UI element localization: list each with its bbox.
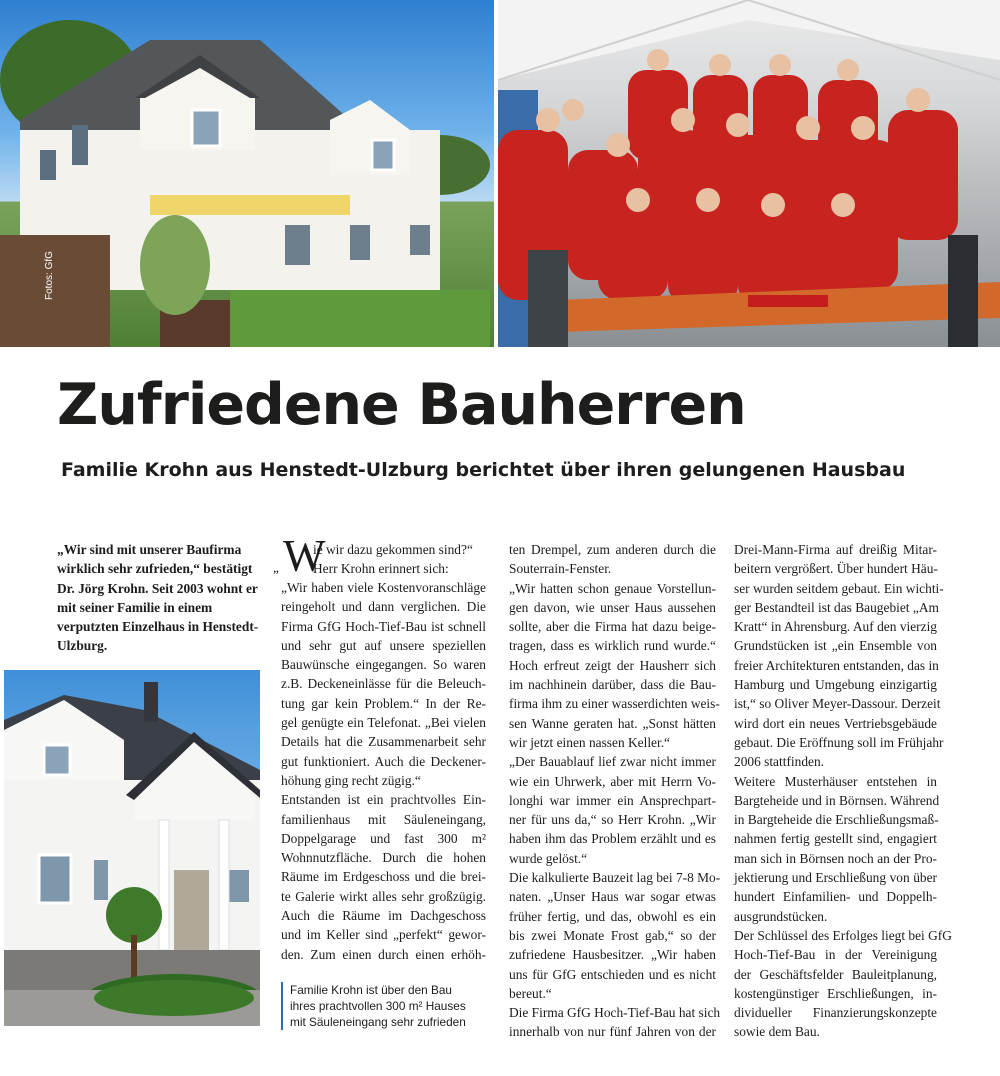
text-line: bis zwei Monate Frost gab,“ so der [509, 927, 716, 943]
text-line: wir jetzt einen nassen Keller.“ [509, 734, 670, 750]
text-line: ser wurden seitdem gebaut. Ein wichti- [734, 580, 944, 596]
text-line: Grundstücken ist „ein Ensemble von [734, 638, 937, 654]
article-column-3 [734, 540, 952, 1042]
house-photo [0, 0, 494, 347]
text-line: beitern vergrößert. Über hundert Häu- [734, 561, 938, 577]
text-line: naten. „Unser Haus war sogar etwas [509, 889, 716, 905]
text-line: der Geschäftsfelder Bauleitplanung, [734, 966, 937, 982]
text-line: innerhalb von nur fünf Jahren von der [509, 1024, 716, 1040]
text-line: Kratt“ in Ahrensburg. Auf den vierzig [734, 619, 937, 635]
drop-cap-line-2: Herr Krohn erinnert sich: [313, 561, 449, 576]
text-line: hundert Einfamilien- und Doppelh- [734, 889, 937, 905]
text-line: gel genügte ein Telefonat. „Bei vielen [281, 715, 486, 731]
text-line: Doppelgarage und fast 300 m² [281, 830, 486, 846]
text-line: jektierung und Erschließung von über [734, 870, 937, 886]
text-line: höhung ging recht zügig.“ [281, 772, 421, 788]
headline: Zufriedene Bauherren [57, 372, 746, 438]
text-line: Hoch-Tief-Bau in der Vereinigung [734, 947, 937, 963]
text-line: Weitere Musterhäuser entstehen in [734, 773, 937, 789]
text-line: wird dort ein neues Vertriebsgebäude [734, 715, 937, 731]
text-line: wurde gelöst.“ [509, 850, 588, 866]
article-column-2 [509, 540, 721, 1042]
text-line: Der Schlüssel des Erfolges liegt bei GfG [734, 927, 952, 943]
text-line: gut funktioniert. Auch die Deckener- [281, 753, 486, 769]
house-illustration [0, 0, 494, 347]
text-line: sowie dem Bau. [734, 1024, 820, 1040]
text-line: ner für uns da,“ so Herr Krohn. „Wir [509, 812, 716, 828]
team-photo [498, 0, 1000, 347]
text-line: uns für GfG entschieden und es nicht [509, 966, 716, 982]
text-line: Firma GfG Hoch-Tief-Bau ist schnell [281, 618, 486, 634]
drop-cap-line-1: ie wir dazu gekommen sind?“ [313, 542, 473, 557]
text-line: und im Keller sind „perfekt“ gewor- [281, 927, 486, 943]
text-line: 2006 stattfinden. [734, 754, 825, 770]
text-line: tragen, dass es wirklich rund wurde.“ [509, 638, 716, 654]
text-line: tung gar kein Problem.“ In der Re- [281, 695, 486, 711]
text-line: Souterrain-Fenster. [509, 561, 612, 577]
text-line: wie ein Uhrwerk, aber mit Herrn Vo- [509, 773, 716, 789]
text-line: ger Bestandteil ist das Baugebiet „Am [734, 599, 939, 615]
team-illustration [498, 0, 1000, 347]
text-line: den. Zum einen durch einen erhöh- [281, 946, 486, 962]
text-line: ausgrundstücken. [734, 908, 828, 924]
caption-line: ihres prachtvollen 300 m² Hauses [290, 999, 466, 1013]
text-line: man sich in Börnsen noch an der Pro- [734, 850, 937, 866]
text-line: zufriedene Hausbesitzer. „Wir haben [509, 947, 716, 963]
text-line: im nachhinein darüber, dass die Bau- [509, 677, 716, 693]
text-line: Entstanden ist ein prachtvolles Ein- [281, 792, 486, 808]
text-line: Die kalkulierte Bauzeit lag bei 7-8 Mo- [509, 870, 721, 886]
drop-cap: W [283, 531, 326, 581]
text-line: Hamburg und Umgebung einzigartig [734, 677, 937, 693]
text-line: dividueller Finanzierungskonzepte [734, 1005, 937, 1021]
text-line: ist,“ so Oliver Meyer-Dassour. Derzeit [734, 696, 941, 712]
text-line: Die Firma GfG Hoch-Tief-Bau hat sich [509, 1005, 721, 1021]
text-line: und sehr gut auf unsere speziellen [281, 637, 486, 653]
villa-photo [4, 670, 260, 1026]
subheadline: Familie Krohn aus Henstedt-Ulzburg berichtet über ihren gelungenen Hausbau [61, 459, 906, 481]
text-line: firma ihm zu einer wasserdichten weis- [509, 696, 720, 712]
caption-line: Familie Krohn ist über den Bau [290, 983, 452, 997]
text-line: „Wir hatten schon genaue Vorstellun- [509, 580, 716, 596]
text-line: „Der Bauablauf lief zwar nicht immer [509, 754, 716, 770]
text-line: nahmen fertig gestellt sind, engagiert [734, 831, 937, 847]
text-line: longhi war immer ein Ansprechpart- [509, 792, 716, 808]
text-line: sen Wanne geraten hat. „Sonst hätten [509, 715, 716, 731]
text-line: Bauwünsche eingegangen. So waren [281, 657, 486, 673]
text-line: sollte, aber die Firma hat dazu beige- [509, 619, 716, 635]
text-line: ten Drempel, zum anderen durch die [509, 542, 716, 557]
text-line: früher fertig, und das, obwohl es ein [509, 908, 716, 924]
text-line: te Galerie wirkt alles sehr großzügig. [281, 888, 486, 904]
drop-cap-block [273, 531, 486, 581]
text-line: Details hat die Zusammenarbeit sehr [281, 734, 486, 750]
text-line: Räume im Erdgeschoss und die brei- [281, 869, 486, 885]
text-line: haben ihm das Problem erzählt und es [509, 831, 716, 847]
lead-paragraph: „Wir sind mit unserer Baufirma wirklich sehr zufrieden,“ bestätigt Dr. Jörg Krohn. Seit 2003 wohnt er mit seiner Familie in einem verputzten Einzelhaus in Henstedt-Ulzburg. [57, 542, 259, 654]
photo-credit: Fotos: GfG [44, 251, 55, 300]
text-line: bereut.“ [509, 985, 552, 1001]
text-line: z.B. Deckeneinlässe für die Beleuch- [281, 676, 486, 692]
text-line: familienhaus mit Säuleneingang, [281, 811, 486, 827]
text-line: „Wir haben viele Kostenvoranschläge [281, 580, 486, 595]
text-line: freier Architekturen entstanden, das in [734, 657, 939, 673]
photo-caption [281, 982, 490, 1030]
text-line: Wohnnutzfläche. Durch die hohen [281, 850, 486, 866]
text-line: gebaut. Die Eröffnung soll im Frühjahr [734, 734, 944, 750]
text-line: Bargteheide und in Börnsen. Während [734, 792, 940, 808]
caption-line: mit Säuleneingang sehr zufrieden [290, 1015, 466, 1029]
opening-quote: „ [273, 560, 279, 575]
text-line: in Bargteheide die Erschließungsmaß- [734, 812, 939, 828]
article-column-1 [273, 531, 486, 964]
text-line: kostengünstiger Erschließungen, in- [734, 985, 937, 1001]
text-line: Drei-Mann-Firma auf dreißig Mitar- [734, 542, 937, 557]
text-line: gen davon, wie unser Haus aussehen [509, 599, 716, 615]
villa-illustration [4, 670, 260, 1026]
text-line: Auch die Räume im Dachgeschoss [281, 908, 486, 924]
text-line: Hoch erfreut zeigt der Hausherr sich [509, 657, 716, 673]
text-line: reingeholt und dann verglichen. Die [281, 599, 486, 615]
